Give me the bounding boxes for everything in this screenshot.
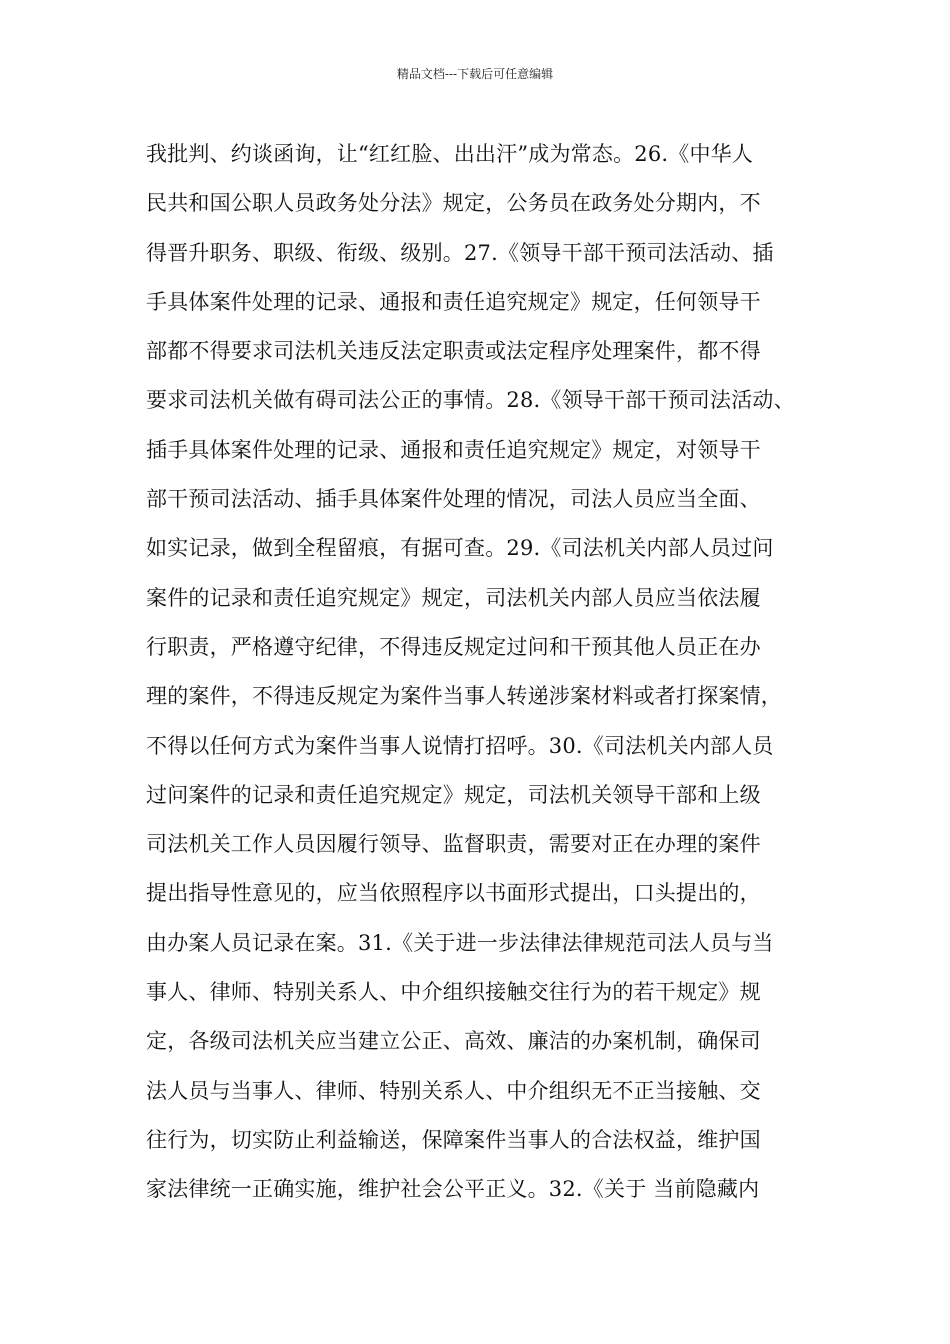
text-line: 民共和国公职人员政务处分法》规定，公务员在政务处分期内，不 [146,191,761,216]
text-line: 定，各级司法机关应当建立公正、高效、廉洁的办案机制，确保司 [146,1029,761,1054]
text-line: 司法机关工作人员因履行领导、监督职责，需要对正在办理的案件 [146,832,761,857]
text-line: 部干预司法活动、插手具体案件处理的情况，司法人员应当全面、 [146,487,761,512]
text-line: 提出指导性意见的，应当依照程序以书面形式提出，口头提出的， [146,881,761,906]
text-line: 往行为，切实防止利益输送，保障案件当事人的合法权益，维护国 [146,1127,761,1152]
document-body [146,132,826,1217]
text-line: 手具体案件处理的记录、通报和责任追究规定》规定，任何领导干 [146,289,761,314]
text-line: 插手具体案件处理的记录、通报和责任追究规定》规定，对领导干 [146,437,761,462]
text-line: 我批判、约谈函询，让“红红脸、出出汗”成为常态。26.《中华人 [146,142,754,166]
text-line: 如实记录，做到全程留痕，有据可查。29.《司法机关内部人员过问 [146,536,774,561]
text-line: 案件的记录和责任追究规定》规定，司法机关内部人员应当依法履 [146,585,761,610]
text-line: 得晋升职务、职级、衔级、级别。27.《领导干部干预司法活动、插 [146,240,774,265]
text-line: 过问案件的记录和责任追究规定》规定，司法机关领导干部和上级 [146,782,761,807]
text-line: 法人员与当事人、律师、特别关系人、中介组织无不正当接触、交 [146,1078,761,1103]
page-header: 精品文档---下载后可任意编辑 [396,67,554,81]
text-line: 行职责，严格遵守纪律，不得违反规定过问和干预其他人员正在办 [146,634,761,659]
text-line: 由办案人员记录在案。31.《关于进一步法律法律规范司法人员与当 [146,930,774,955]
text-line: 家法律统一正确实施，维护社会公平正义。32.《关于 当前隐藏内 [146,1177,760,1202]
text-line: 部都不得要求司法机关违反法定职责或法定程序处理案件，都不得 [146,339,761,364]
text-line: 要求司法机关做有碍司法公正的事情。28.《领导干部干预司法活动、 [146,388,795,413]
text-line: 事人、律师、特别关系人、中介组织接触交往行为的若干规定》规 [146,980,761,1005]
text-line: 不得以任何方式为案件当事人说情打招呼。30.《司法机关内部人员 [146,733,774,758]
text-line: 理的案件，不得违反规定为案件当事人转递涉案材料或者打探案情， [146,684,782,709]
